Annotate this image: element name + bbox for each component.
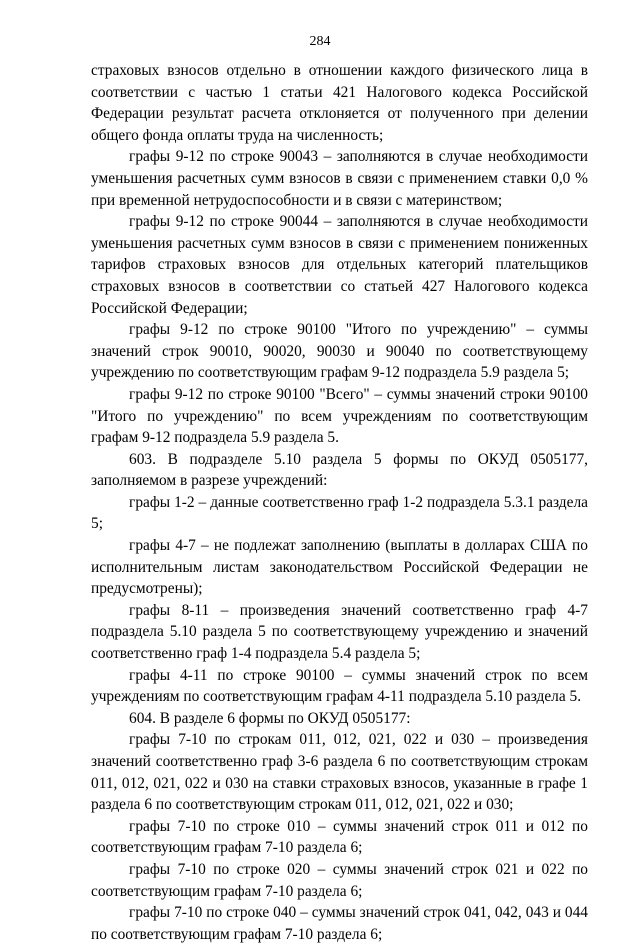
paragraph-rows-90043: графы 9-12 по строке 90043 – заполняются в случае необходимости уменьшения расчетных сумм взносов в связи с применением ставки 0,0 % при временной нетрудоспособности и в связи с материнством;: [91, 148, 588, 209]
paragraph-columns-1-2: графы 1-2 – данные соответственно граф 1-2 подраздела 5.3.1 раздела 5;: [91, 493, 588, 533]
paragraph-rows-90044: графы 9-12 по строке 90044 – заполняются в случае необходимости уменьшения расчетных сумм взносов в связи с применением пониженных тарифов страховых взносов для отдельных категорий плательщиков страховых взносов в соответствии со статьей 427 Налогового кодекса Российской Федерации;: [91, 213, 588, 317]
paragraph-item-604: 604. В разделе 6 формы по ОКУД 0505177:: [129, 709, 411, 727]
paragraph-row-010: графы 7-10 по строке 010 – суммы значений строк 011 и 012 по соответствующим графам 7-10 раздела 6;: [91, 817, 588, 857]
paragraph-columns-4-11-row-90100: графы 4-11 по строке 90100 – суммы значений строк по всем учреждениям по соответствующим графам 4-11 подраздела 5.10 раздела 5.: [91, 666, 588, 706]
paragraph-row-020: графы 7-10 по строке 020 – суммы значений строк 021 и 022 по соответствующим графам 7-10 раздела 6;: [91, 860, 588, 900]
paragraph-rows-011-030: графы 7-10 по строкам 011, 012, 021, 022 и 030 – произведения значений соответственно граф 3-6 раздела 6 по соответствующим строкам 011, 012, 021, 022 и 030 на ставки страховых взносов, указанные в графе 1 раздела 6 по соответствующим строкам 011, 012, 021, 022 и 030;: [91, 731, 588, 814]
paragraph-item-603: 603. В подразделе 5.10 раздела 5 формы по ОКУД 0505177, заполняемом в разрезе учреждений:: [91, 450, 588, 490]
paragraph-row-90100-total: графы 9-12 по строке 90100 "Всего" – суммы значений строки 90100 "Итого по учреждению" по всем учреждениям по соответствующим графам 9-12 подраздела 5.9 раздела 5.: [91, 385, 588, 447]
page-number: 284: [309, 34, 331, 49]
paragraph-row-040: графы 7-10 по строке 040 – суммы значений строк 041, 042, 043 и 044 по соответствующим графам 7-10 раздела 6;: [91, 904, 588, 943]
paragraph-row-90100-institution: графы 9-12 по строке 90100 "Итого по учреждению" – суммы значений строк 90010, 90020, 90030 и 90040 по соответствующему учреждению по соответствующим графам 9-12 подраздела 5.9 раздела 5;: [91, 321, 588, 382]
paragraph-columns-4-7: графы 4-7 – не подлежат заполнению (выплаты в долларах США по исполнительным листам законодательством Российской Федерации не предусмотрены);: [91, 537, 588, 598]
paragraph-continuation: страховых взносов отдельно в отношении каждого физического лица в соответствии с частью 1 статьи 421 Налогового кодекса Российской Федерации результат расчета отклоняется от полученного при делении общего фонда оплаты труда на численность;: [91, 62, 588, 144]
paragraph-columns-8-11: графы 8-11 – произведения значений соответственно граф 4-7 подраздела 5.10 раздела 5 по соответствующему учреждению и значений соответственно граф 1-4 подраздела 5.4 раздела 5;: [91, 601, 588, 663]
document-body: [91, 60, 588, 945]
